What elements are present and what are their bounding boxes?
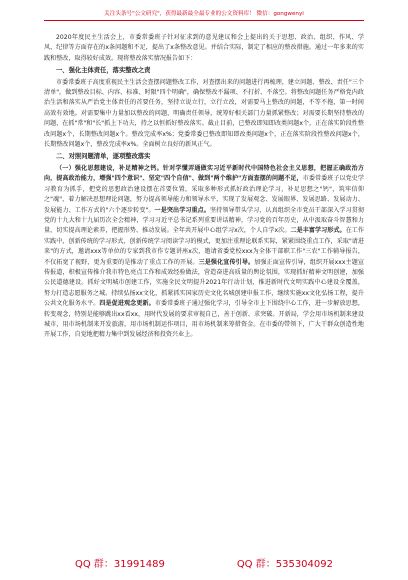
point-1-title: 一是突出学习重点。 <box>154 206 211 214</box>
point-4-title: 四是促进观念更新。 <box>99 300 155 308</box>
point-3-title: 三是强化宣传引导。 <box>198 258 255 266</box>
section-2-heading: 二、对照问题清单，逐项整改落实 <box>56 153 151 161</box>
section-1-heading: 一、强化主体责任，落实整改之责 <box>56 67 151 75</box>
subsection-1-text: 市委常委班子以党史学习教育为抓手，把党的思想政治建设摆在首要位置，采取多种形式抓好政治理论学习，补足思想之"钙"，筑牢信仰之"魂"，着力解决思想理论问题，努力提高领导能力和领导水平，实现了发展观念、发展眼界、发展思路、发展动力、发展能力、工作方式的"六个逐步转变"。 <box>44 175 364 214</box>
intro-paragraph: 2020年度民主生活会上，市委常委班子针对征求到的意见建议和会上提出的关于思想、政治、组织、作风、学风、纪律等方面存在的x条问题和不足，提出了x条整改意见。并结合实际，制定了相应的整改措施。通过一年多来的实践和整改，取得较好成效。现将整改落实情况报告如下： <box>44 34 364 62</box>
qq-group-1: QQ 群：31991489 <box>74 559 165 570</box>
subsection-1-title: （一）强化思想建设，补足精神之钙。 <box>56 164 163 172</box>
subsection-1-paragraph <box>44 164 364 341</box>
point-2-text: 在工作实践中，创新传统的学习形式，创新传统学习阅读学习的模式，更加注重理论联系实际，紧紧围绕重点工作，采取"请进来"的方式，邀请xxx等单位的专家到我市作专题讲座x次，邀请省委党校xxx为全体干部职工作"三农"工作辅导报告，不仅拓宽了视野，更为重要的是推动了重点工作的开展。 <box>44 227 365 266</box>
document-body <box>44 33 364 341</box>
point-2-title: 二是丰富学习形式。 <box>290 227 346 235</box>
point-4-text: 市委常委班子通过强化学习，引导全市上下围绕中心工作，进一步解放思想，转变观念，特别是能够跳出xx看xx，用时代发展的要求审视自己，善于创新、求突破。开新局，学会用市场机制来建设城市，用市场机制来开发旅游，用市场机制运作项目，用市场机制来筹措资金。在市委的带领下，广大干群众创造性地开展工作，自觉地把精力集中到发展经济和投资兴业上。 <box>44 300 365 339</box>
section-1-paragraph: 市委常委班子高度重视民主生活会查摆问题整改工作，对查摆出来的问题进行再梳理，建立问题、整改、责任"三个清单"，做到整改目标、内容、标准、时限"四个明确"，确保整改不漏项、不打折、不落空。将整改问题任务严格党内政治生活和落实从严治党主体责任的首要任务，坚持立说立行，立行立改，对需要马上整改的问题，不等不拖，第一时间高效有效地。对需要集中力量加以整改的问题，明确责任领导，统筹好相关部门力量抓紧整改；对需要长期坚持整改的问题，在抓"常"和"长"抓上下功夫，持之以恒抓好整改落实。截止目前，已整改即知即改类问题x个，正在落实阶段性整改问题x个，长期整改问题x个。整改完成率x%；党委常委已整改即知即改类问题x个，正在落实阶段性整改问题x个，长期整改问题x个，整改完成率x%。全面树立良好的新风正气。 <box>44 78 364 149</box>
header-banner: 关注头条号"公文研究"，获得最新最全最专业的公文资料库！ 微信：gongwenyi <box>44 10 364 21</box>
point-3-text: 加强正面宣传引导，组织开展xxx主题宣传报道，积极宣传推介我市特色亮点工作和成效经验做法，营造奋进高质量的舆论氛围，实现抓好精神文明创建，加强公民道德建设。抓好文明城市创建工作，实施全民文明提升2021年行动计划，推进新时代文明实践中心建设全覆盖，努力打造志愿服务之城。持续弘扬xx文化，抓紧抓实国家历史文化名城创建申报工作，继续实施xx文化弘扬工程，提升公共文化服务水平。 <box>44 258 365 308</box>
point-1-text: 坚持领导带头学习，认真组织全市党员干部深入学习贯彻党的十九大和十九届历次全会精神，学习习近平总书记系列重要讲话精神，学习党的百年历史，从中汲取奋斗智慧和力量，切实提高理论素养，把握形势、推动发展。全年共开展中心组学习x次，个人自学x次。 <box>44 206 364 235</box>
subsection-1-lead: 针对学懂弄通做实习近平新时代中国特色社会主义思想，把握正确政治方向，提高政治能力，增强"四个意识"、坚定"四个自信"、做到"两个维护"方面查摆的问题不足， <box>44 164 364 183</box>
footer-contacts <box>0 555 408 570</box>
qq-group-2: QQ 群：535304092 <box>236 559 333 570</box>
